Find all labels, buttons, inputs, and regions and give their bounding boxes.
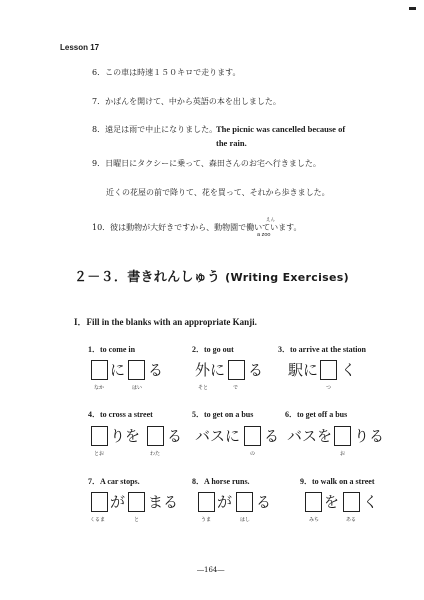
- section-title-main: ２－３．書きれんしゅう: [74, 270, 221, 285]
- exercise-2-text-1: 外に: [195, 361, 226, 379]
- exercise-4-label: 4．to cross a street: [88, 410, 153, 419]
- exercise-7-blank-2[interactable]: [128, 492, 145, 512]
- exercise-1-blank-2[interactable]: [128, 360, 145, 380]
- exercise-1-reading-2: はい: [132, 385, 143, 391]
- exercise-5-reading-1: の: [250, 451, 256, 457]
- exercise-1-label: 1．to come in: [88, 345, 136, 354]
- exercise-4-reading-1: とお: [94, 451, 105, 457]
- exercise-9-reading-2: ある: [346, 517, 357, 523]
- exercise-2-text-2: る: [248, 361, 264, 379]
- exercise-9-label: 9．to walk on a street: [300, 477, 375, 486]
- exercise-4-blank-1[interactable]: [91, 426, 108, 446]
- exercise-9-blank-1[interactable]: [305, 492, 322, 512]
- exercise-6-text-1: バスを: [287, 427, 333, 445]
- exercise-5-text-2: る: [264, 427, 280, 445]
- exercise-4-text-1: りを: [110, 427, 141, 445]
- exercise-3-label: 3．to arrive at the station: [278, 345, 366, 354]
- exercise-4-text-2: る: [167, 427, 183, 445]
- corner-mark: [409, 7, 416, 10]
- sentence-10-note: a zoo: [257, 232, 271, 238]
- exercise-3-reading-1: つ: [326, 385, 332, 391]
- sentence-6: 6．この車は時速１５０キロで走ります。: [92, 68, 241, 77]
- exercise-8-blank-2[interactable]: [236, 492, 253, 512]
- exercise-2-reading-2: で: [233, 385, 239, 391]
- page-number: ―164―: [197, 566, 225, 574]
- exercise-2-reading-1: そと: [198, 385, 209, 391]
- exercise-9-reading-1: みち: [309, 517, 320, 523]
- exercise-8-text-2: る: [256, 493, 272, 511]
- sentence-10: 10．彼は動物が大好きですから、動物園で働いています。: [92, 223, 302, 232]
- exercise-8-reading-2: はし: [240, 517, 251, 523]
- exercise-6-blank-1[interactable]: [334, 426, 351, 446]
- sentence-7: 7．かばんを開けて、中から英語の本を出しました。: [92, 97, 281, 106]
- exercise-3-blank-1[interactable]: [320, 360, 337, 380]
- sentence-9-part-1: 9．日曜日にタクシーに乗って、森田さんのお宅へ行きました。: [92, 159, 321, 168]
- exercise-2-label: 2．to go out: [192, 345, 234, 354]
- lesson-header: Lesson 17: [60, 43, 100, 52]
- exercise-3-text-2: く: [341, 361, 357, 379]
- exercise-5-label: 5．to get on a bus: [192, 410, 254, 419]
- exercise-1-text-2: る: [148, 361, 164, 379]
- instruction: I．Fill in the blanks with an appropriate Kanji.: [74, 317, 257, 327]
- exercise-5-text-1: バスに: [195, 427, 241, 445]
- section-title-sub: (Writing Exercises): [225, 271, 349, 284]
- exercise-7-text-1: が: [110, 493, 126, 511]
- sentence-9-part-2: 近くの花屋の前で降りて、花を買って、それから歩きました。: [106, 188, 330, 197]
- sentence-8-translation-line-2: the rain.: [216, 138, 247, 148]
- exercise-6-reading-1: お: [340, 451, 346, 457]
- exercise-9-text-2: く: [363, 493, 379, 511]
- exercise-8-text-1: が: [217, 493, 233, 511]
- exercise-1-blank-1[interactable]: [91, 360, 108, 380]
- exercise-1-text-1: に: [110, 361, 126, 379]
- exercise-9-blank-2[interactable]: [343, 492, 360, 512]
- exercise-7-reading-2: と: [134, 517, 140, 523]
- exercise-4-blank-2[interactable]: [147, 426, 164, 446]
- exercise-3-text-1: 駅に: [288, 361, 319, 379]
- exercise-7-label: 7．A car stops.: [88, 477, 140, 486]
- exercise-8-blank-1[interactable]: [198, 492, 215, 512]
- sentence-10-furigana: えん: [266, 218, 275, 223]
- exercise-6-text-2: りる: [354, 427, 385, 445]
- sentence-8: 8．遠足は雨で中止になりました。: [92, 125, 218, 134]
- exercise-9-text-1: を: [324, 493, 340, 511]
- sentence-8-translation: [216, 124, 345, 134]
- sentence-8-translation-cont: [216, 138, 247, 148]
- section-title: [74, 266, 349, 285]
- exercise-2-blank-1[interactable]: [228, 360, 245, 380]
- exercise-5-blank-1[interactable]: [244, 426, 261, 446]
- sentence-8-translation-line-1: The picnic was cancelled because of: [216, 124, 346, 134]
- exercise-8-reading-1: うま: [201, 517, 212, 523]
- exercise-4-reading-2: わた: [150, 451, 161, 457]
- exercise-6-label: 6．to get off a bus: [285, 410, 348, 419]
- exercise-1-reading-1: なか: [94, 385, 105, 391]
- exercise-7-blank-1[interactable]: [91, 492, 108, 512]
- exercise-7-reading-1: くるま: [90, 517, 106, 523]
- exercise-8-label: 8．A horse runs.: [192, 477, 250, 486]
- exercise-7-text-2: まる: [148, 493, 179, 511]
